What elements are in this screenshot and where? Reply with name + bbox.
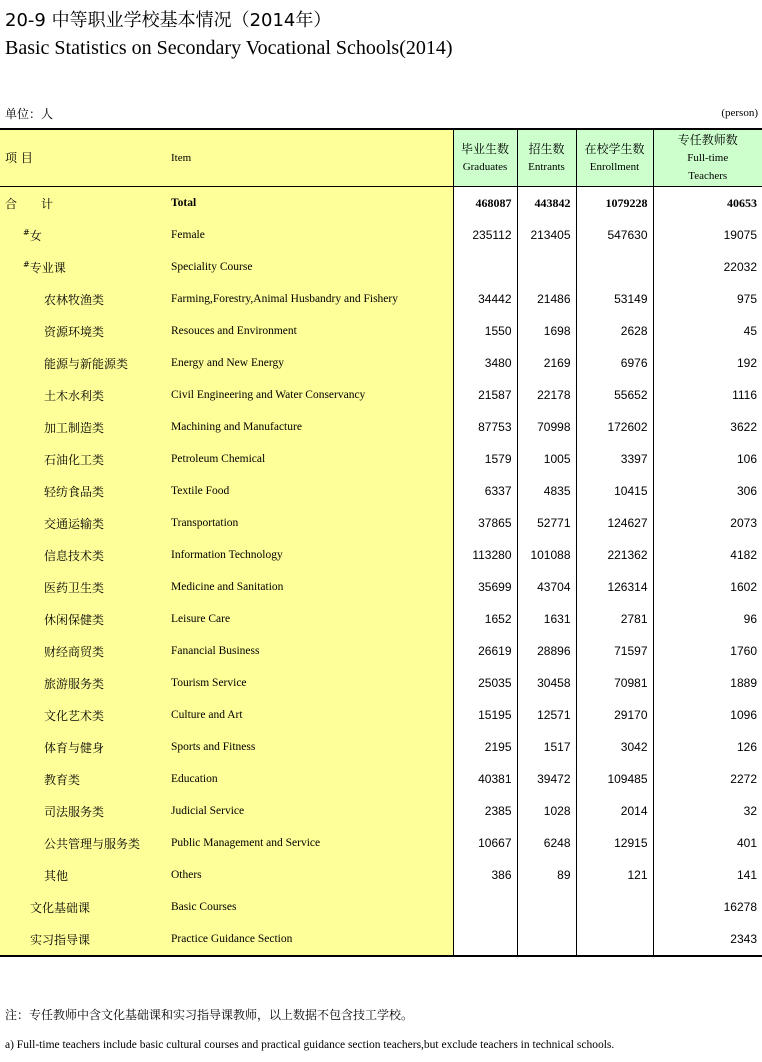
table-row	[0, 539, 762, 571]
cell-entrants: 30458	[517, 667, 576, 699]
cell-enrollment	[576, 923, 653, 955]
cell-graduates: 6337	[453, 475, 517, 507]
row-label-cn-text: 文化艺术类	[44, 708, 105, 723]
header-graduates: 毕业生数 Graduates	[453, 130, 517, 187]
cell-entrants	[517, 251, 576, 283]
table-row	[0, 251, 762, 283]
cell-graduates: 40381	[453, 763, 517, 795]
cell-enrollment: 10415	[576, 475, 653, 507]
row-label-cn	[0, 187, 160, 220]
table-row	[0, 763, 762, 795]
row-label-en: Sports and Fitness	[160, 731, 453, 763]
cell-enrollment: 2014	[576, 795, 653, 827]
row-label-cn-text: 旅游服务类	[44, 676, 105, 691]
subset-mark: #	[23, 227, 30, 237]
cell-graduates: 235112	[453, 219, 517, 251]
cell-teachers: 40653	[653, 187, 762, 220]
header-teachers: 专任教师数 Full-time Teachers	[653, 130, 762, 187]
row-label-cn-text: 资源环境类	[44, 324, 105, 339]
cell-entrants: 52771	[517, 507, 576, 539]
cell-enrollment	[576, 891, 653, 923]
cell-teachers: 141	[653, 859, 762, 891]
row-label-cn	[0, 827, 160, 859]
row-label-cn-text: 能源与新能源类	[44, 356, 129, 371]
cell-enrollment: 2628	[576, 315, 653, 347]
row-label-cn-text: 加工制造类	[44, 420, 105, 435]
cell-graduates: 1652	[453, 603, 517, 635]
cell-entrants: 213405	[517, 219, 576, 251]
cell-teachers: 306	[653, 475, 762, 507]
table-row	[0, 795, 762, 827]
cell-entrants: 1005	[517, 443, 576, 475]
cell-enrollment: 12915	[576, 827, 653, 859]
row-label-cn-text: 交通运输类	[44, 516, 105, 531]
cell-entrants: 70998	[517, 411, 576, 443]
cell-graduates: 2385	[453, 795, 517, 827]
cell-enrollment: 53149	[576, 283, 653, 315]
row-label-cn-text: 文化基础课	[30, 900, 91, 915]
cell-enrollment: 2781	[576, 603, 653, 635]
cell-teachers: 1116	[653, 379, 762, 411]
cell-teachers: 1760	[653, 635, 762, 667]
row-label-en: Transportation	[160, 507, 453, 539]
header-enrollment: 在校学生数 Enrollment	[576, 130, 653, 187]
table-row	[0, 347, 762, 379]
row-label-cn	[0, 315, 160, 347]
row-label-cn	[0, 443, 160, 475]
table-row	[0, 219, 762, 251]
table-row	[0, 731, 762, 763]
cell-entrants	[517, 923, 576, 955]
cell-graduates: 3480	[453, 347, 517, 379]
row-label-cn	[0, 571, 160, 603]
cell-teachers: 2272	[653, 763, 762, 795]
cell-enrollment: 172602	[576, 411, 653, 443]
cell-enrollment: 3397	[576, 443, 653, 475]
cell-graduates: 35699	[453, 571, 517, 603]
row-label-cn-text: 公共管理与服务类	[44, 836, 141, 851]
cell-enrollment: 124627	[576, 507, 653, 539]
row-label-cn-text: 土木水利类	[44, 388, 105, 403]
row-label-cn-text: 休闲保健类	[44, 612, 105, 627]
cell-graduates: 21587	[453, 379, 517, 411]
cell-teachers: 22032	[653, 251, 762, 283]
row-label-cn	[0, 859, 160, 891]
row-label-cn-text: 信息技术类	[44, 548, 105, 563]
row-label-cn-text: 财经商贸类	[44, 644, 105, 659]
table-row	[0, 635, 762, 667]
footnote-en: a) Full-time teachers include basic cultural courses and practical guidance section teachers,but exclude teachers in technical schools.	[5, 1039, 615, 1051]
cell-graduates	[453, 891, 517, 923]
cell-teachers: 16278	[653, 891, 762, 923]
row-label-cn-text: 其他	[44, 868, 69, 883]
row-label-en: Energy and New Energy	[160, 347, 453, 379]
cell-entrants: 4835	[517, 475, 576, 507]
row-label-cn	[0, 379, 160, 411]
cell-teachers: 401	[653, 827, 762, 859]
row-label-cn-text: 医药卫生类	[44, 580, 105, 595]
cell-enrollment: 109485	[576, 763, 653, 795]
cell-teachers: 45	[653, 315, 762, 347]
row-label-cn	[0, 347, 160, 379]
row-label-en: Public Management and Service	[160, 827, 453, 859]
cell-graduates: 2195	[453, 731, 517, 763]
statistics-table	[0, 128, 762, 957]
subset-mark: #	[23, 259, 30, 269]
cell-teachers: 2073	[653, 507, 762, 539]
row-label-en: Speciality Course	[160, 251, 453, 283]
header-item-en: Item	[160, 130, 453, 187]
row-label-en: Total	[160, 187, 453, 220]
table-row-total	[0, 187, 762, 220]
row-label-en: Medicine and Sanitation	[160, 571, 453, 603]
row-label-en: Tourism Service	[160, 667, 453, 699]
cell-entrants	[517, 891, 576, 923]
cell-enrollment: 3042	[576, 731, 653, 763]
cell-entrants: 43704	[517, 571, 576, 603]
cell-teachers: 1889	[653, 667, 762, 699]
cell-entrants: 28896	[517, 635, 576, 667]
cell-graduates: 386	[453, 859, 517, 891]
row-label-cn-text: 司法服务类	[44, 804, 105, 819]
cell-enrollment: 121	[576, 859, 653, 891]
page-title-en: Basic Statistics on Secondary Vocational Schools(2014)	[5, 37, 453, 59]
cell-graduates: 468087	[453, 187, 517, 220]
table-header-row	[0, 130, 762, 187]
cell-teachers: 192	[653, 347, 762, 379]
cell-teachers: 4182	[653, 539, 762, 571]
row-label-en: Civil Engineering and Water Conservancy	[160, 379, 453, 411]
cell-graduates: 113280	[453, 539, 517, 571]
cell-teachers: 975	[653, 283, 762, 315]
row-label-cn	[0, 283, 160, 315]
cell-teachers: 126	[653, 731, 762, 763]
header-entrants: 招生数 Entrants	[517, 130, 576, 187]
cell-entrants: 1698	[517, 315, 576, 347]
row-label-cn-text: 专业课	[29, 260, 66, 275]
cell-teachers: 3622	[653, 411, 762, 443]
cell-graduates	[453, 251, 517, 283]
cell-entrants: 89	[517, 859, 576, 891]
cell-graduates: 15195	[453, 699, 517, 731]
table-row	[0, 923, 762, 955]
row-label-cn-text: 合 计	[5, 196, 54, 211]
cell-entrants: 1631	[517, 603, 576, 635]
row-label-en: Practice Guidance Section	[160, 923, 453, 955]
table-row	[0, 667, 762, 699]
cell-entrants: 2169	[517, 347, 576, 379]
table-row	[0, 283, 762, 315]
table-row	[0, 699, 762, 731]
row-label-cn	[0, 763, 160, 795]
row-label-cn	[0, 699, 160, 731]
cell-teachers: 2343	[653, 923, 762, 955]
table-row	[0, 443, 762, 475]
row-label-cn-text: 石油化工类	[44, 452, 105, 467]
cell-graduates: 1579	[453, 443, 517, 475]
table-row	[0, 507, 762, 539]
row-label-cn	[0, 891, 160, 923]
cell-entrants: 1028	[517, 795, 576, 827]
footnote-cn: 注：专任教师中含文化基础课和实习指导课教师，以上数据不包含技工学校。	[5, 1008, 414, 1022]
cell-graduates: 25035	[453, 667, 517, 699]
row-label-cn-text: 轻纺食品类	[44, 484, 105, 499]
row-label-cn	[0, 475, 160, 507]
cell-graduates: 1550	[453, 315, 517, 347]
page-title-cn: 20-9 中等职业学校基本情况（2014年）	[5, 10, 332, 31]
row-label-en: Information Technology	[160, 539, 453, 571]
cell-enrollment: 70981	[576, 667, 653, 699]
cell-entrants: 22178	[517, 379, 576, 411]
row-label-cn-text: 实习指导课	[30, 932, 91, 947]
row-label-cn	[0, 795, 160, 827]
cell-entrants: 1517	[517, 731, 576, 763]
row-label-cn	[0, 219, 160, 251]
row-label-cn	[0, 539, 160, 571]
row-label-cn-text: 教育类	[44, 772, 81, 787]
table-row	[0, 411, 762, 443]
header-item-cn: 项 目	[0, 130, 160, 187]
cell-enrollment: 29170	[576, 699, 653, 731]
table-row	[0, 571, 762, 603]
row-label-en: Farming,Forestry,Animal Husbandry and Fishery	[160, 283, 453, 315]
table-row	[0, 475, 762, 507]
cell-teachers: 32	[653, 795, 762, 827]
row-label-en: Resouces and Environment	[160, 315, 453, 347]
cell-entrants: 6248	[517, 827, 576, 859]
cell-enrollment: 126314	[576, 571, 653, 603]
row-label-cn	[0, 411, 160, 443]
row-label-cn	[0, 731, 160, 763]
row-label-en: Education	[160, 763, 453, 795]
row-label-en: Basic Courses	[160, 891, 453, 923]
cell-graduates: 26619	[453, 635, 517, 667]
cell-entrants: 12571	[517, 699, 576, 731]
cell-teachers: 1096	[653, 699, 762, 731]
cell-teachers: 19075	[653, 219, 762, 251]
row-label-cn-text: 体育与健身	[44, 740, 105, 755]
row-label-en: Fanancial Business	[160, 635, 453, 667]
table-row	[0, 859, 762, 891]
row-label-cn	[0, 251, 160, 283]
table-row	[0, 379, 762, 411]
row-label-cn	[0, 923, 160, 955]
cell-enrollment: 221362	[576, 539, 653, 571]
cell-enrollment: 1079228	[576, 187, 653, 220]
row-label-en: Leisure Care	[160, 603, 453, 635]
cell-entrants: 21486	[517, 283, 576, 315]
cell-teachers: 106	[653, 443, 762, 475]
row-label-cn	[0, 635, 160, 667]
row-label-en: Judicial Service	[160, 795, 453, 827]
table-row	[0, 315, 762, 347]
row-label-cn	[0, 507, 160, 539]
row-label-cn-text: 女	[29, 228, 42, 243]
row-label-cn	[0, 603, 160, 635]
row-label-en: Culture and Art	[160, 699, 453, 731]
cell-graduates	[453, 923, 517, 955]
row-label-en: Textile Food	[160, 475, 453, 507]
cell-teachers: 1602	[653, 571, 762, 603]
cell-enrollment: 55652	[576, 379, 653, 411]
row-label-en: Machining and Manufacture	[160, 411, 453, 443]
row-label-en: Petroleum Chemical	[160, 443, 453, 475]
cell-enrollment	[576, 251, 653, 283]
row-label-en: Others	[160, 859, 453, 891]
row-label-en: Female	[160, 219, 453, 251]
cell-enrollment: 547630	[576, 219, 653, 251]
row-label-cn-text: 农林牧渔类	[44, 292, 105, 307]
row-label-cn	[0, 667, 160, 699]
cell-entrants: 101088	[517, 539, 576, 571]
cell-teachers: 96	[653, 603, 762, 635]
cell-graduates: 34442	[453, 283, 517, 315]
table-row	[0, 891, 762, 923]
cell-graduates: 37865	[453, 507, 517, 539]
cell-graduates: 87753	[453, 411, 517, 443]
cell-entrants: 443842	[517, 187, 576, 220]
cell-graduates: 10667	[453, 827, 517, 859]
table-row	[0, 827, 762, 859]
unit-label-en: (person)	[721, 107, 758, 119]
table-row	[0, 603, 762, 635]
cell-entrants: 39472	[517, 763, 576, 795]
cell-enrollment: 71597	[576, 635, 653, 667]
cell-enrollment: 6976	[576, 347, 653, 379]
unit-label-cn: 单位：人	[5, 107, 54, 121]
